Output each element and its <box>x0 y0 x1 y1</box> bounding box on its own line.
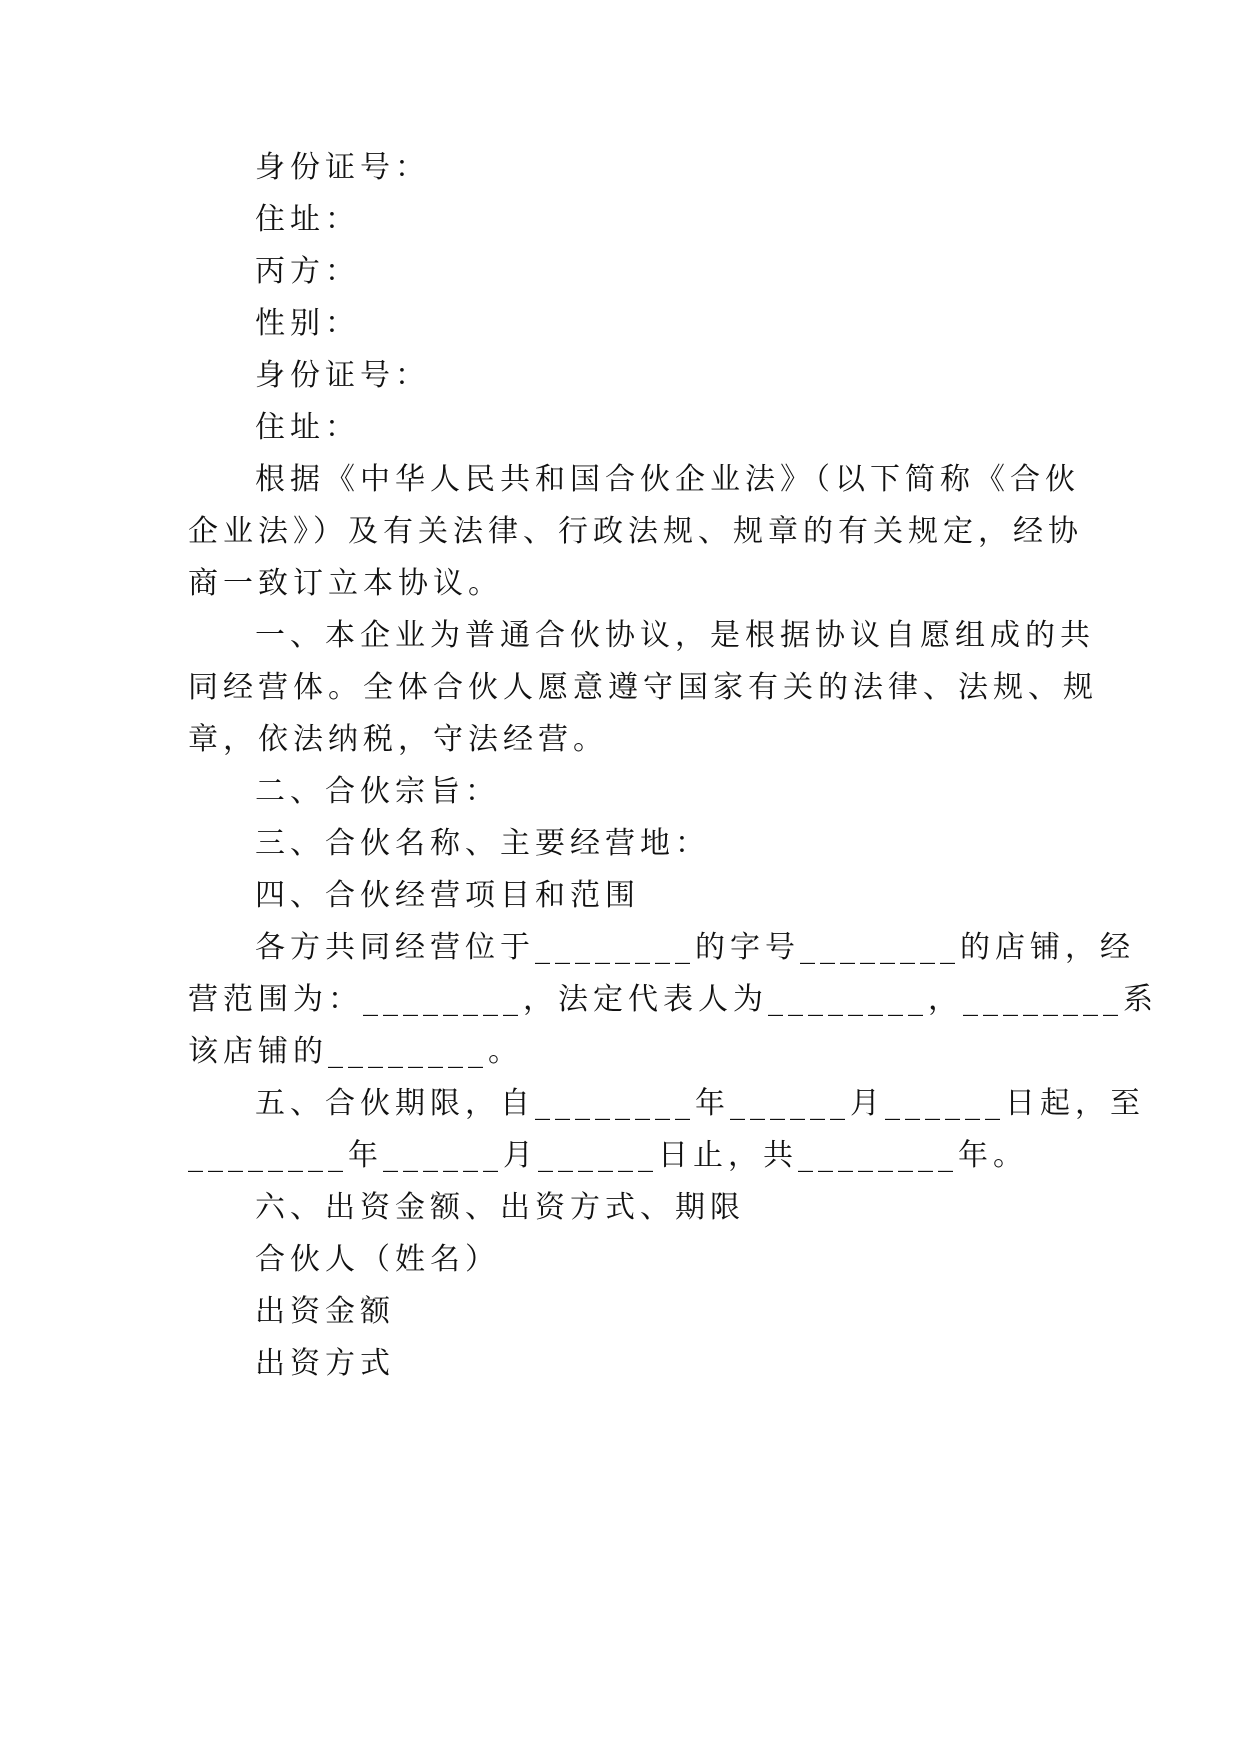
clause-4-line-3: 该店铺的________。 <box>188 1034 523 1069</box>
clause-1-line-3: 章，依法纳税，守法经营。 <box>188 722 608 757</box>
preamble-line-3: 商一致订立本协议。 <box>188 566 503 601</box>
clause-5-line-2: ________年______月______日止，共________年。 <box>188 1138 1028 1173</box>
preamble-line-2: 企业法》）及有关法律、行政法规、规章的有关规定，经协 <box>188 514 1083 549</box>
party-c-label: 丙方： <box>255 254 360 289</box>
clause-6-heading: 六、出资金额、出资方式、期限 <box>255 1190 745 1225</box>
id-number-label-2: 身份证号： <box>255 358 430 393</box>
capital-amount-label: 出资金额 <box>255 1294 395 1329</box>
id-number-label-1: 身份证号： <box>255 150 430 185</box>
partner-name-label: 合伙人（姓名） <box>255 1242 500 1277</box>
clause-3: 三、合伙名称、主要经营地： <box>255 826 710 861</box>
preamble-line-1: 根据《中华人民共和国合伙企业法》（以下简称《合伙 <box>255 462 1080 497</box>
gender-label: 性别： <box>255 306 360 341</box>
clause-2: 二、合伙宗旨： <box>255 774 500 809</box>
clause-5-line-1: 五、合伙期限，自________年______月______日起，至 <box>255 1086 1145 1121</box>
address-label-1: 住址： <box>255 202 360 237</box>
address-label-2: 住址： <box>255 410 360 445</box>
clause-4-line-2: 营范围为：________，法定代表人为________，________系 <box>188 982 1158 1017</box>
clause-1-line-2: 同经营体。全体合伙人愿意遵守国家有关的法律、法规、规 <box>188 670 1098 705</box>
clause-4-heading: 四、合伙经营项目和范围 <box>255 878 640 913</box>
clause-4-line-1: 各方共同经营位于________的字号________的店铺，经 <box>255 930 1135 965</box>
clause-1-line-1: 一、本企业为普通合伙协议，是根据协议自愿组成的共 <box>255 618 1095 653</box>
capital-method-label: 出资方式 <box>255 1346 395 1381</box>
